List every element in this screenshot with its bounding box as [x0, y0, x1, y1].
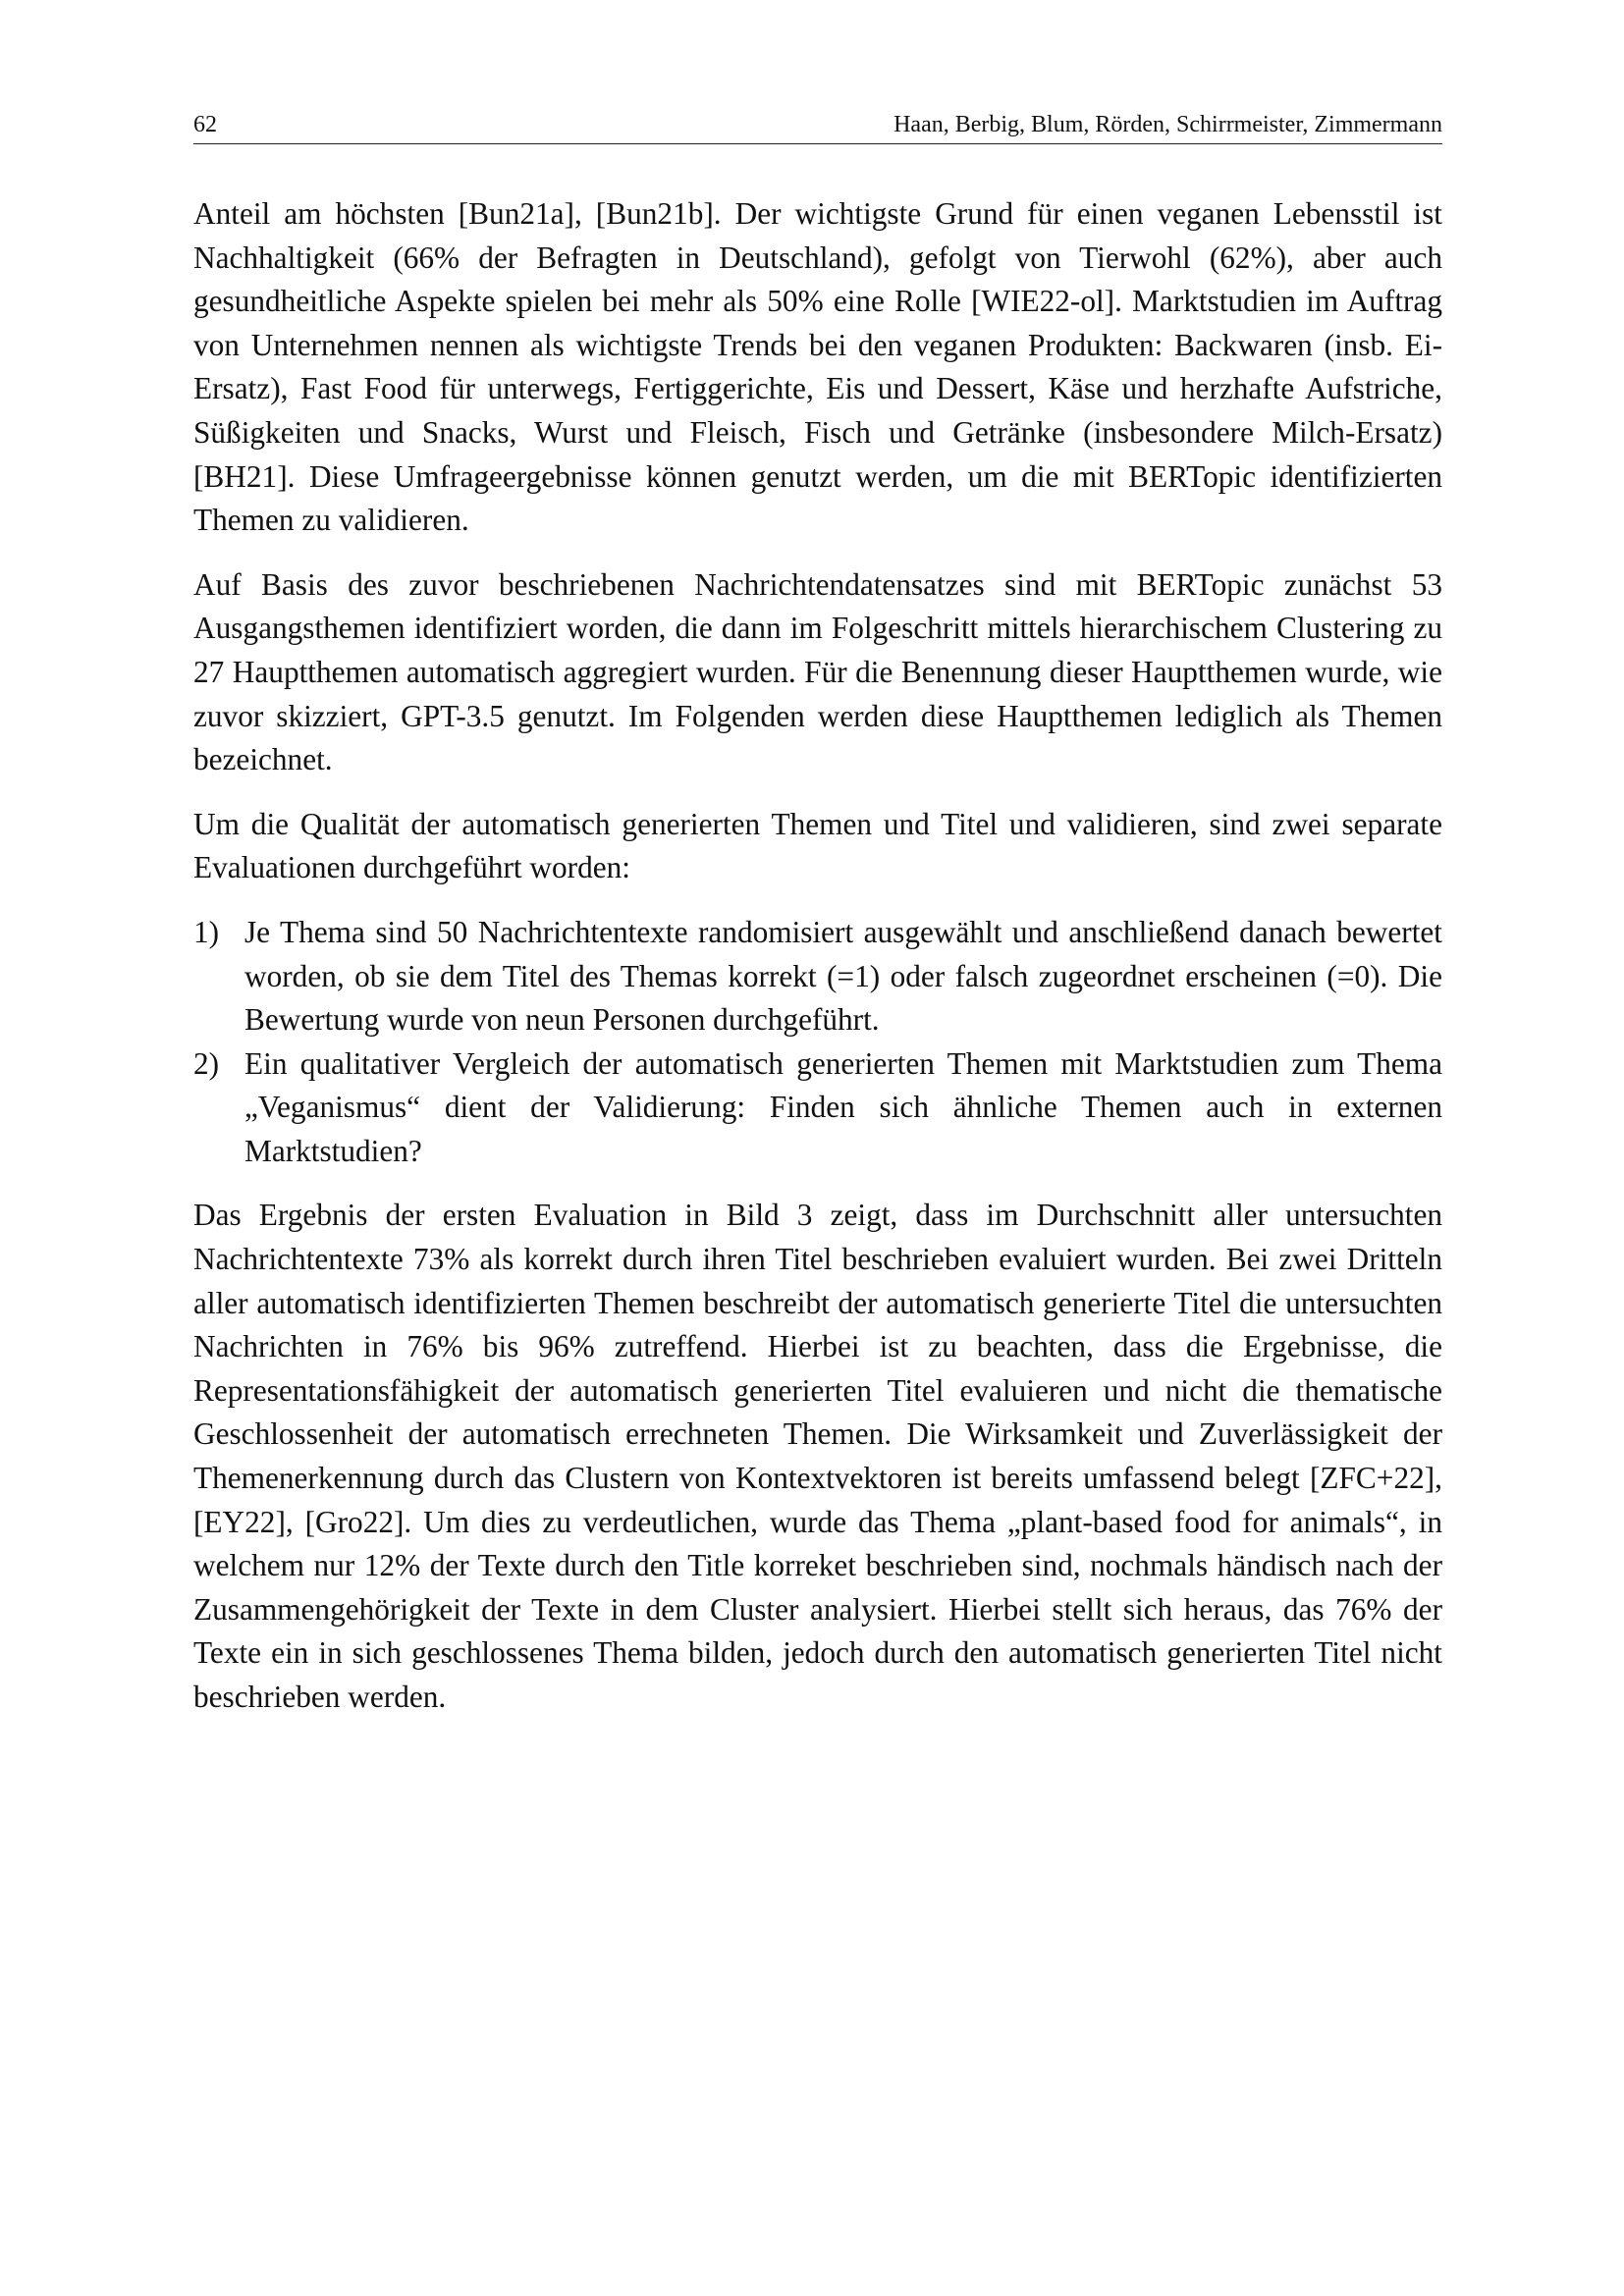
- list-item-text: Ein qualitativer Vergleich der automatisch generierten Themen mit Marktstudien zum Thema „Veganismus“ dient der Validierung: Finden sich ähnliche Themen auch in externen Marktstudien?: [244, 1045, 1442, 1168]
- paragraph: Um die Qualität der automatisch generierten Themen und Titel und validieren, sind zwei separate Evaluationen durchgeführt worden:: [193, 806, 1442, 885]
- list-item-text: Je Thema sind 50 Nachrichtentexte randomisiert ausgewählt und anschließend danach bewertet worden, ob sie dem Titel des Themas korrekt (=1) oder falsch zugeordnet erscheinen (=0). Die Bewertung wurde von neun Personen durchgeführt.: [244, 914, 1442, 1038]
- list-item-number: 2): [193, 1045, 220, 1081]
- header-authors: Haan, Berbig, Blum, Rörden, Schirrmeister, Zimmermann: [893, 112, 1442, 137]
- page-number: 62: [193, 112, 217, 137]
- paragraph: Anteil am höchsten [Bun21a], [Bun21b]. Der wichtigste Grund für einen veganen Lebensstil ist Nachhaltigkeit (66% der Befragten in Deutschland), gefolgt von Tierwohl (62%), aber auch gesundheitliche Aspekte spielen bei mehr als 50% eine Rolle [WIE22-ol]. Marktstudien im Auftrag von Unternehmen nennen als wichtigste Trends bei den veganen Produkten: Backwaren (insb. Ei-Ersatz), Fast Food für unterwegs, Fertiggerichte, Eis und Dessert, Käse und herzhafte Aufstriche, Süßigkeiten und Snacks, Wurst und Fleisch, Fisch und Getränke (insbesondere Milch-Ersatz) [BH21]. Diese Umfrageergebnisse können genutzt werden, um die mit BERTopic identifizierten Themen zu validieren.: [193, 196, 1442, 538]
- paragraph: Auf Basis des zuvor beschriebenen Nachrichtendatensatzes sind mit BERTopic zunächst 53 Ausgangsthemen identifiziert worden, die dann im Folgeschritt mittels hierarchischem Clustering zu 27 Hauptthemen automatisch aggregiert wurden. Für die Benennung dieser Hauptthemen wurde, wie zuvor skizziert, GPT-3.5 genutzt. Im Folgenden werden diese Hauptthemen lediglich als Themen bezeichnet.: [193, 566, 1442, 777]
- evaluation-list: [193, 911, 1442, 1174]
- list-item: [193, 1042, 1442, 1174]
- list-item: [193, 911, 1442, 1042]
- body-text: [193, 192, 1442, 1740]
- running-header: [193, 110, 1442, 144]
- list-item-number: 1): [193, 914, 220, 949]
- paragraph: Das Ergebnis der ersten Evaluation in Bild 3 zeigt, dass im Durchschnitt aller untersuchten Nachrichtentexte 73% als korrekt durch ihren Titel beschrieben evaluiert wurden. Bei zwei Dritteln aller automatisch identifizierten Themen beschreibt der automatisch generierte Titel die untersuchten Nachrichten in 76% bis 96% zutreffend. Hierbei ist zu beachten, dass die Ergebnisse, die Representationsfähigkeit der automatisch generierten Titel evaluieren und nicht die thematische Geschlossenheit der automatisch errechneten Themen. Die Wirksamkeit und Zuverlässigkeit der Themenerkennung durch das Clustern von Kontextvektoren ist bereits umfassend belegt [ZFC+22], [EY22], [Gro22]. Um dies zu verdeutlichen, wurde das Thema „plant-based food for animals“, in welchem nur 12% der Texte durch den Title korreket beschrieben sind, nochmals händisch nach der Zusammengehörigkeit der Texte in dem Cluster analysiert. Hierbei stellt sich heraus, das 76% der Texte ein in sich geschlossenes Thema bilden, jedoch durch den automatisch generierten Titel nicht beschrieben werden.: [193, 1198, 1442, 1714]
